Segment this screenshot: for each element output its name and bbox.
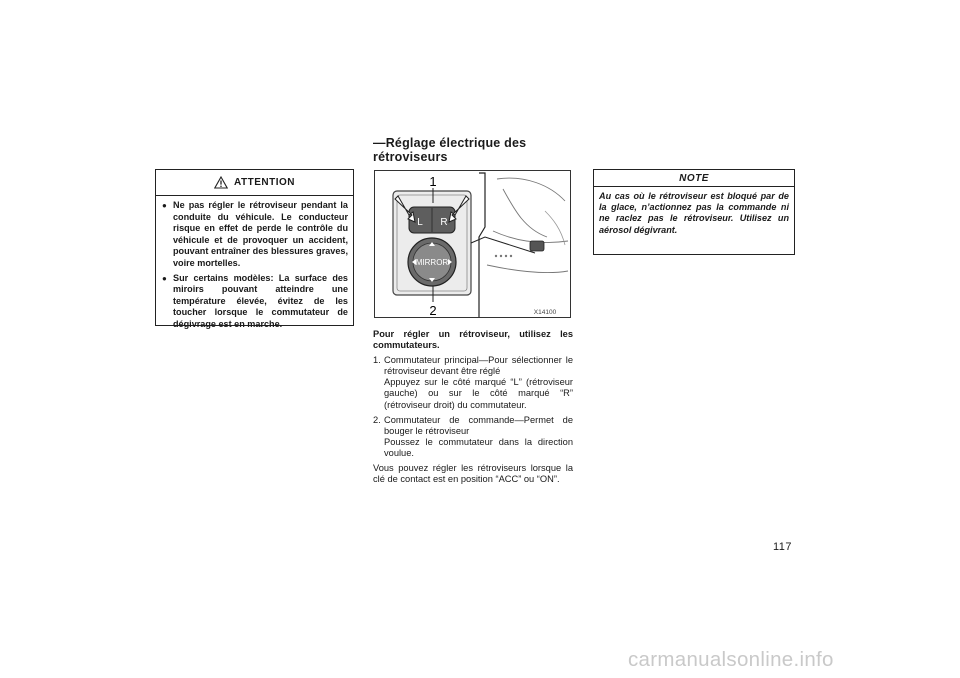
warning-triangle-icon: [214, 176, 228, 189]
mirror-switch-drawing: [375, 171, 570, 317]
callout-2: 2: [429, 303, 437, 317]
attention-header: [156, 170, 353, 196]
key-r-label: R: [440, 217, 448, 228]
list-item-body: Appuyez sur le côté marqué “L” (rétroviseur gauche) ou sur le côté marqué “R” (rétroviseur droit) du commutateur.: [384, 377, 573, 410]
attention-title: ATTENTION: [234, 177, 295, 188]
section-title: —Réglage électrique des rétroviseurs: [373, 136, 527, 164]
list-item-body: Poussez le commutateur dans la direction voulue.: [384, 436, 573, 458]
intro-paragraph: Pour régler un rétroviseur, utilisez les commutateurs.: [373, 329, 573, 351]
note-text: Au cas où le rétroviseur est bloqué par de la glace, n’actionnez pas la commande ni ne raclez pas le rétroviseur. Utilisez un aérosol dégivrant.: [599, 191, 789, 235]
attention-item: [162, 273, 348, 331]
note-box: [593, 169, 795, 255]
figure-code: X14100: [533, 309, 557, 316]
list-item: 1. Commutateur principal—Pour sélectionner le rétroviseur devant être réglé Appuyez sur le côté marqué “L” (rétroviseur gauche) ou sur le côté marqué “R” (rétroviseur droit) du commutateur.: [373, 355, 573, 410]
bullet-icon: ●: [162, 201, 167, 210]
list-item-heading: Commutateur de commande—Permet de bouger le rétroviseur: [384, 414, 573, 436]
page-number: 117: [773, 541, 793, 553]
callout-1: 1: [429, 174, 437, 189]
key-l-label: L: [417, 217, 423, 228]
attention-item-text: Sur certains modèles: La surface des miroirs pouvant atteindre une température élevée, évitez de les toucher lorsque le commutateur de dégivrage est en marche.: [173, 272, 348, 329]
outro-paragraph: Vous pouvez régler les rétroviseurs lorsque la clé de contact est en position “ACC” ou “ON”.: [373, 463, 573, 485]
attention-item: [162, 200, 348, 270]
watermark: carmanualsonline.info: [628, 648, 834, 671]
note-title: NOTE: [594, 170, 794, 187]
mirror-knob-label: MIRROR: [415, 258, 449, 267]
attention-box: [155, 169, 354, 329]
attention-item-text: Ne pas régler le rétroviseur pendant la conduite du véhicule. Le conducteur risque en effet de perde le contrôle du véhicule et de provoquer un accident, pouvant entraîner des blessures graves, voire mortelles.: [173, 200, 348, 268]
list-item: 2. Commutateur de commande—Permet de bouger le rétroviseur Poussez le commutateur dans la direction voulue.: [373, 414, 573, 458]
mirror-switch-illustration: [374, 170, 571, 318]
instructions-text: [373, 329, 573, 485]
bullet-icon: ●: [162, 273, 167, 283]
list-item-heading: Commutateur principal—Pour sélectionner le rétroviseur devant être réglé: [384, 355, 573, 377]
